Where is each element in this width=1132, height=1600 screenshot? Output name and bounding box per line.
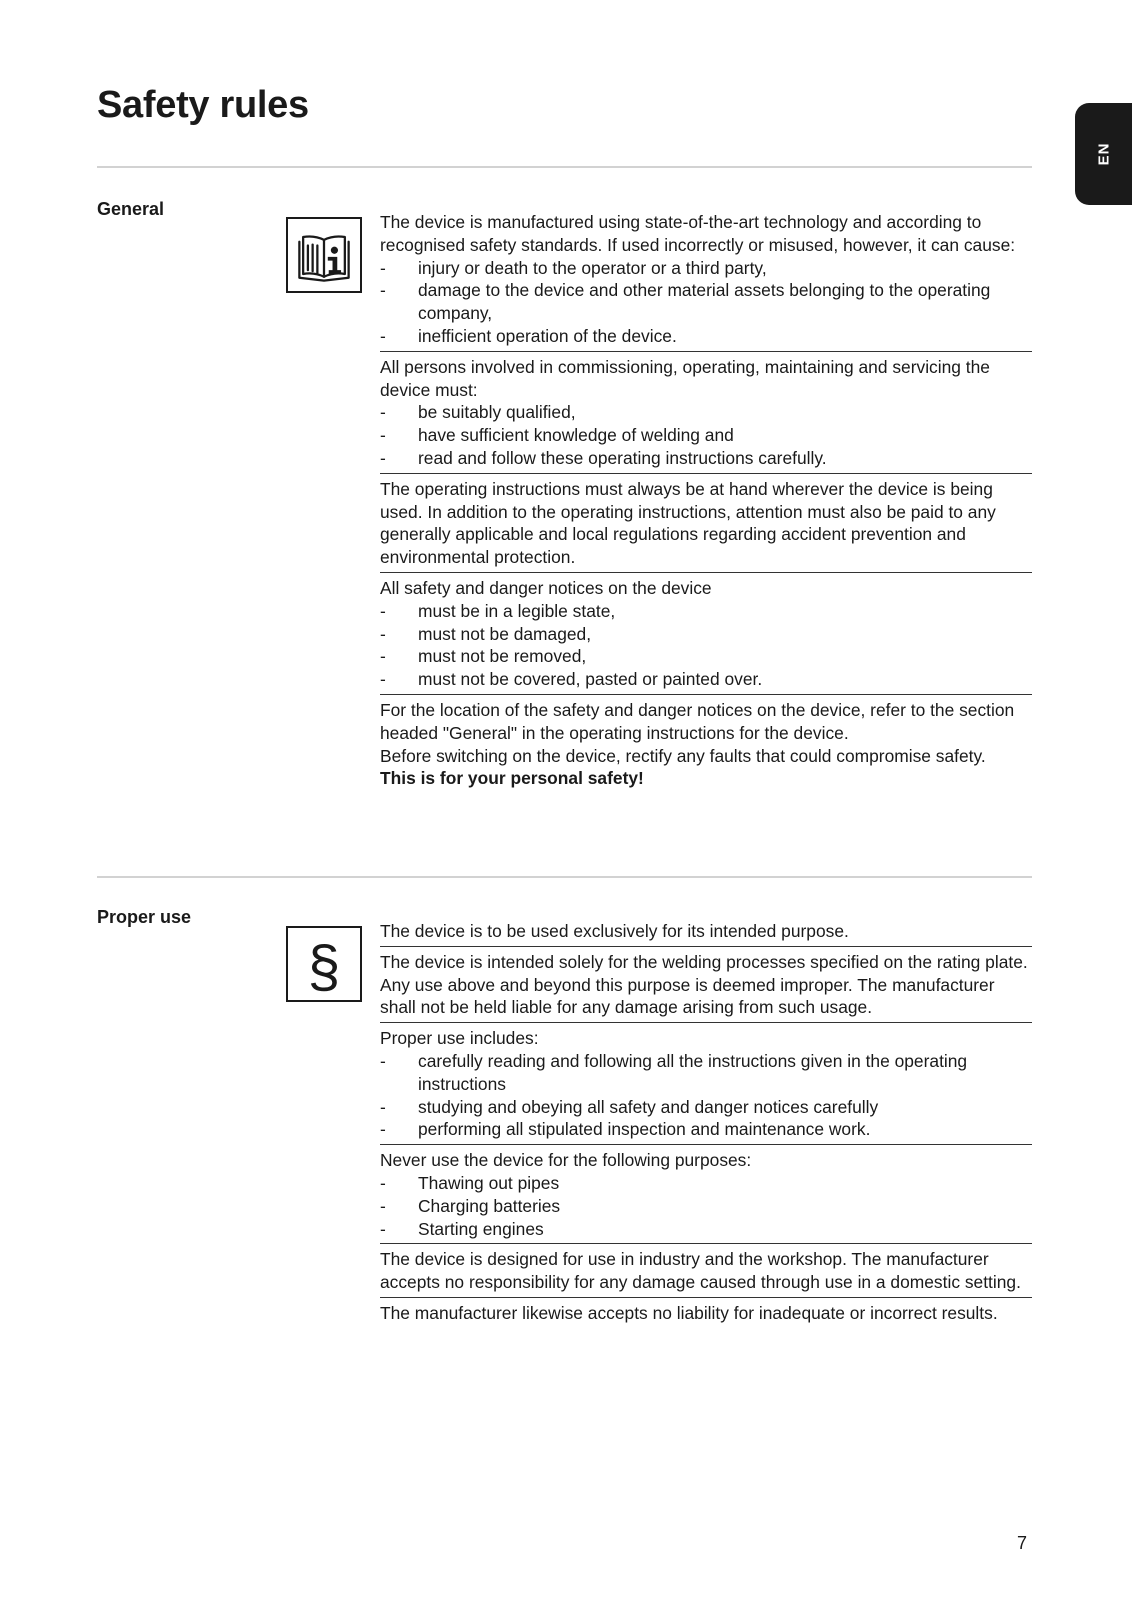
general-block-manufacture [380, 207, 1032, 352]
list-item: - Charging batteries [380, 1195, 1032, 1218]
proper-use-block-list [380, 1050, 1032, 1141]
proper-use-block-welding [380, 947, 1032, 1023]
proper-use-content [380, 916, 1032, 1328]
page-number: 7 [1017, 1533, 1028, 1553]
general-block-list [380, 600, 1032, 691]
list-item: - must not be damaged, [380, 623, 1032, 646]
list-item: - studying and obeying all safety and danger notices carefully [380, 1096, 1032, 1119]
list-item: - Thawing out pipes [380, 1172, 1032, 1195]
proper-use-block-text: The device is designed for use in industry and the workshop. The manufacturer accepts no responsibility for any damage caused through use in a domestic setting. [380, 1249, 1021, 1293]
proper-use-block-liability [380, 1298, 1032, 1328]
section-sign-glyph: § [307, 934, 341, 1000]
page-title: Safety rules [97, 84, 309, 126]
list-item: - read and follow these operating instructions carefully. [380, 447, 1032, 470]
list-item: - have sufficient knowledge of welding and [380, 424, 1032, 447]
proper-use-block-text: The device is intended solely for the welding processes specified on the rating plate. [380, 951, 1028, 972]
general-block-location [380, 695, 1032, 793]
list-item: - Starting engines [380, 1218, 1032, 1241]
general-block-text: Before switching on the device, rectify any faults that could compromise safety. [380, 745, 986, 766]
list-item: - must be in a legible state, [380, 600, 1032, 623]
proper-use-block-text: The device is to be used exclusively for its intended purpose. [380, 921, 849, 941]
list-item: - injury or death to the operator or a third party, [380, 257, 1032, 280]
list-item: - be suitably qualified, [380, 401, 1032, 424]
proper-use-block-text: Never use the device for the following purposes: [380, 1150, 752, 1171]
list-item: - must not be removed, [380, 645, 1032, 668]
list-item: - performing all stipulated inspection and maintenance work. [380, 1118, 1032, 1141]
proper-use-block-industry [380, 1244, 1032, 1298]
list-item: - damage to the device and other material assets belonging to the operating company, [380, 279, 1032, 325]
proper-use-block-text: The manufacturer likewise accepts no liability for inadequate or incorrect results. [380, 1302, 998, 1323]
proper-use-block-never [380, 1145, 1032, 1244]
proper-use-block-text: Any use above and beyond this purpose is deemed improper. The manufacturer shall not be held liable for any damage arising from such usage. [380, 974, 995, 1018]
section-label-proper-use: Proper use [97, 907, 192, 927]
proper-use-block-includes [380, 1023, 1032, 1145]
general-block-text: All safety and danger notices on the device [380, 577, 712, 598]
language-tab-label: EN [1095, 142, 1112, 166]
proper-use-block-purpose [380, 916, 1032, 947]
personal-safety-note: This is for your personal safety! [380, 768, 644, 789]
general-block-list [380, 401, 1032, 469]
section-divider-top [97, 166, 1032, 168]
proper-use-block-list [380, 1172, 1032, 1240]
list-item: - carefully reading and following all the instructions given in the operating instructions [380, 1050, 1032, 1096]
general-block-instructions [380, 474, 1032, 573]
general-block-persons [380, 352, 1032, 474]
list-item: - must not be covered, pasted or painted over. [380, 668, 1032, 691]
section-label-general: General [97, 199, 165, 219]
general-block-notices [380, 573, 1032, 695]
general-block-text: All persons involved in commissioning, operating, maintaining and servicing the device must: [380, 356, 990, 400]
general-block-list [380, 257, 1032, 348]
general-block-text: For the location of the safety and danger notices on the device, refer to the section headed "General" in the operating instructions for the device. [380, 699, 1015, 743]
general-content [380, 207, 1032, 793]
section-divider-middle [97, 876, 1032, 878]
proper-use-block-text: Proper use includes: [380, 1028, 539, 1049]
language-tab[interactable] [1075, 103, 1132, 205]
list-item: - inefficient operation of the device. [380, 325, 1032, 348]
section-sign-icon [286, 926, 362, 1002]
general-block-text: The device is manufactured using state-of-the-art technology and according to recognised safety standards. If used incorrectly or misused, however, it can cause: [380, 212, 1016, 255]
read-manual-info-icon [286, 217, 362, 293]
general-block-text: The operating instructions must always be at hand wherever the device is being used. In addition to the operating instructions, attention must also be paid to any generally applicable and local regulations regarding accident prevention and environmental protection. [380, 478, 996, 568]
